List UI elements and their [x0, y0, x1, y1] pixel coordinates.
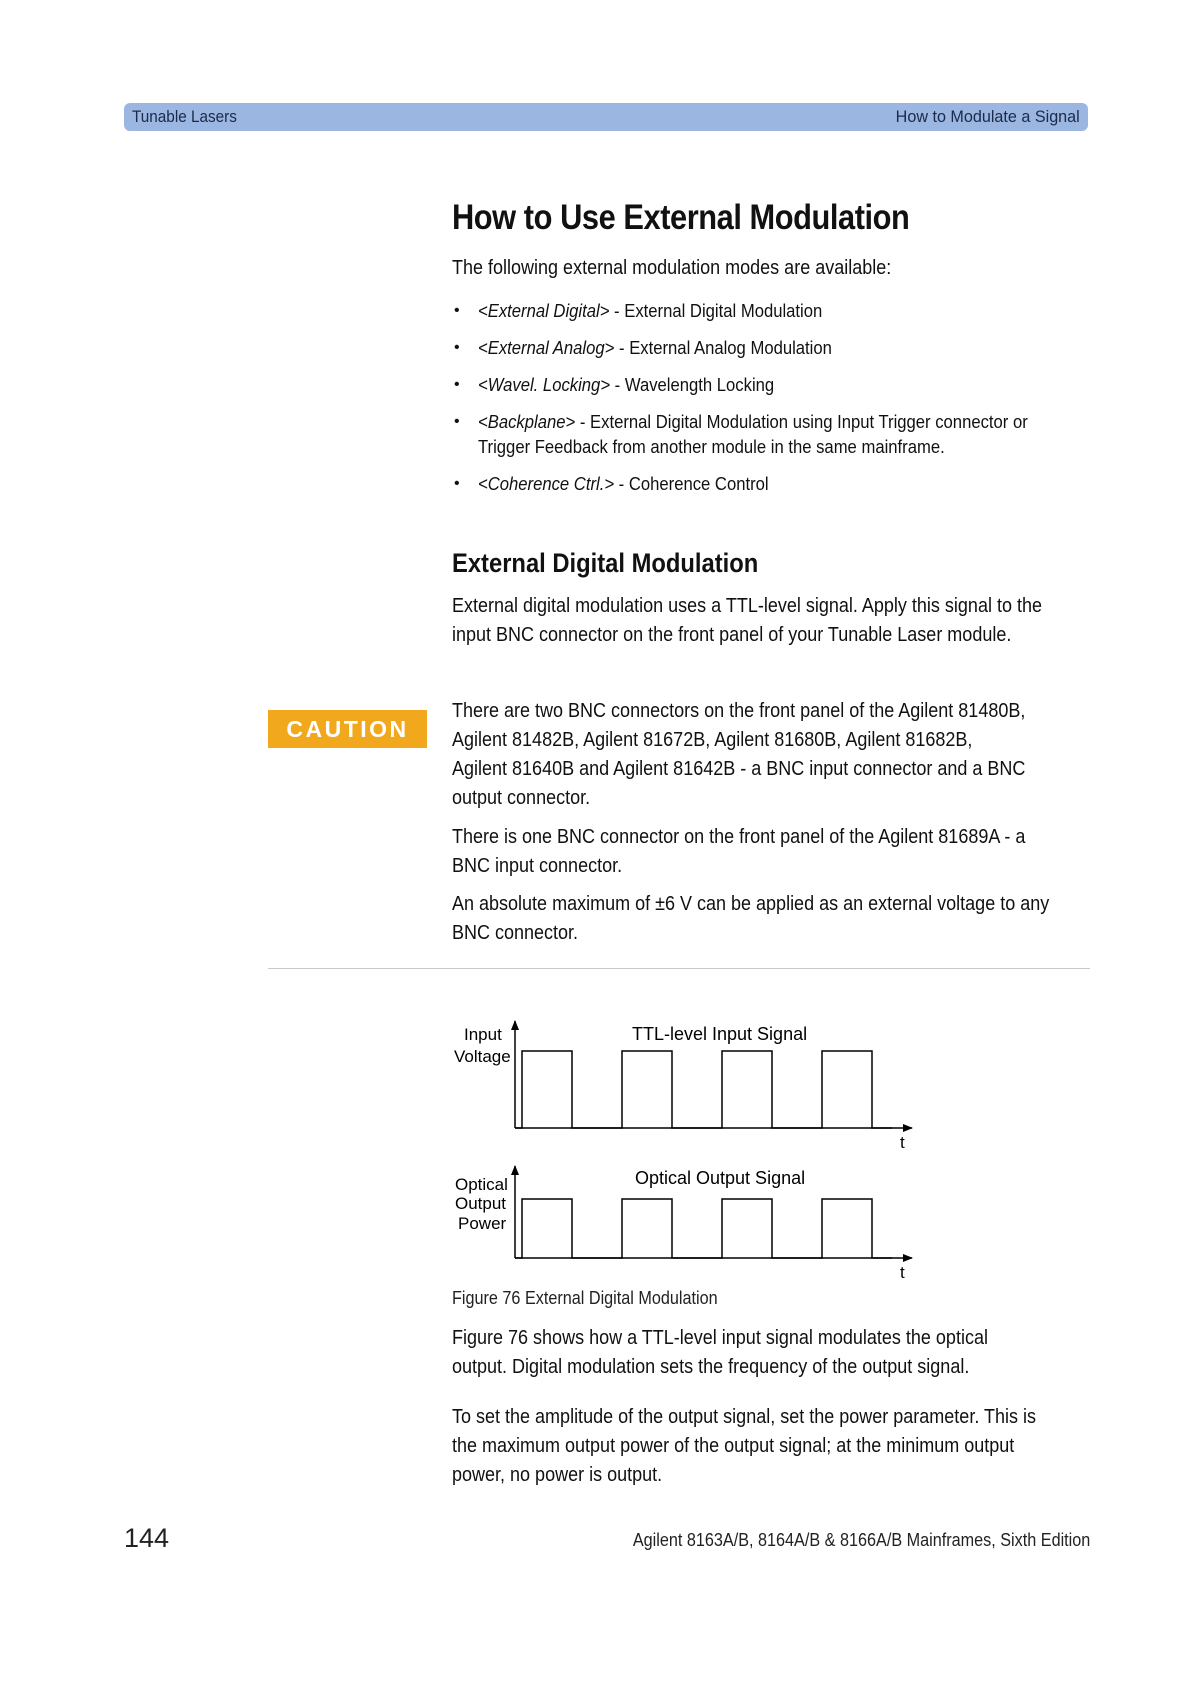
top-ylabel-2: Voltage — [454, 1047, 511, 1066]
ttl-input-waveform — [515, 1051, 892, 1128]
optical-output-waveform — [515, 1199, 892, 1258]
modulation-figure — [452, 1010, 932, 1300]
mode-name: <Wavel. Locking> — [478, 374, 611, 395]
paragraph-line: the maximum output power of the output signal; at the minimum output — [452, 1435, 1015, 1457]
caution-divider — [268, 968, 1090, 969]
bottom-ylabel-2: Output — [455, 1194, 507, 1213]
paragraph-line: BNC connector. — [452, 922, 579, 944]
mode-description-continued: Trigger Feedback from another module in the same mainframe. — [478, 436, 945, 457]
mode-name: <External Analog> — [478, 337, 615, 358]
bullet-icon: • — [454, 475, 460, 492]
page-title: How to Use External Modulation — [452, 198, 910, 237]
bullet-icon: • — [454, 413, 460, 430]
bottom-ylabel-1: Optical — [455, 1175, 508, 1194]
body-paragraph-1 — [452, 1324, 1048, 1382]
caution-paragraph-2 — [452, 823, 1089, 881]
paragraph-line: An absolute maximum of ±6 V can be applied as an external voltage to any — [452, 893, 1050, 915]
bullet-icon: • — [454, 376, 460, 393]
paragraph-line: input BNC connector on the front panel of your Tunable Laser module. — [452, 624, 1012, 646]
footer-text: Agilent 8163A/B, 8164A/B & 8166A/B Mainframes, Sixth Edition — [632, 1530, 1090, 1550]
paragraph-line: Agilent 81640B and Agilent 81642B - a BNC input connector and a BNC — [452, 758, 1026, 780]
mode-name: <External Digital> — [478, 300, 610, 321]
page-number: 144 — [124, 1523, 170, 1553]
bottom-ylabel-3: Power — [458, 1214, 507, 1233]
section-heading: External Digital Modulation — [452, 548, 759, 578]
bottom-x-axis-label: t — [900, 1263, 905, 1282]
running-header — [124, 103, 1088, 131]
mode-description: - External Digital Modulation — [609, 300, 823, 321]
mode-description: - Wavelength Locking — [610, 374, 775, 395]
mode-name: <Backplane> — [478, 411, 576, 432]
top-x-axis-label: t — [900, 1133, 905, 1152]
paragraph-line: External digital modulation uses a TTL-level signal. Apply this signal to the — [452, 595, 1042, 617]
modes-list — [452, 298, 1092, 508]
header-section-right: How to Modulate a Signal — [895, 107, 1080, 126]
mode-description: - External Analog Modulation — [614, 337, 832, 358]
list-item — [452, 409, 1092, 459]
list-item — [452, 372, 1092, 397]
section-paragraph — [452, 592, 1108, 650]
list-item — [452, 471, 1092, 496]
caution-badge: CAUTION — [268, 710, 427, 748]
figure-caption: Figure 76 External Digital Modulation — [452, 1288, 718, 1308]
mode-description: - External Digital Modulation using Input Trigger connector or — [575, 411, 1028, 432]
mode-description: - Coherence Control — [614, 473, 769, 494]
top-chart-title: TTL-level Input Signal — [632, 1024, 808, 1044]
header-section-left: Tunable Lasers — [132, 107, 237, 126]
paragraph-line: power, no power is output. — [452, 1464, 663, 1486]
paragraph-line: There is one BNC connector on the front panel of the Agilent 81689A - a — [452, 826, 1026, 848]
paragraph-line: BNC input connector. — [452, 855, 623, 877]
bottom-chart-title: Optical Output Signal — [635, 1168, 806, 1188]
paragraph-line: Agilent 81482B, Agilent 81672B, Agilent 81680B, Agilent 81682B, — [452, 729, 973, 751]
paragraph-line: There are two BNC connectors on the front panel of the Agilent 81480B, — [452, 700, 1026, 722]
caution-paragraph-1 — [452, 697, 1089, 813]
body-paragraph-2 — [452, 1403, 1101, 1490]
paragraph-line: output connector. — [452, 787, 591, 809]
bullet-icon: • — [454, 302, 460, 319]
paragraph-line: To set the amplitude of the output signal, set the power parameter. This is — [452, 1406, 1037, 1428]
list-item — [452, 335, 1092, 360]
intro-text: The following external modulation modes are available: — [452, 257, 892, 279]
bullet-icon: • — [454, 339, 460, 356]
mode-name: <Coherence Ctrl.> — [478, 473, 615, 494]
caution-paragraph-3 — [452, 890, 1116, 948]
paragraph-line: Figure 76 shows how a TTL-level input signal modulates the optical — [452, 1327, 988, 1349]
list-item — [452, 298, 1092, 323]
paragraph-line: output. Digital modulation sets the frequency of the output signal. — [452, 1356, 970, 1378]
top-ylabel-1: Input — [464, 1025, 502, 1044]
